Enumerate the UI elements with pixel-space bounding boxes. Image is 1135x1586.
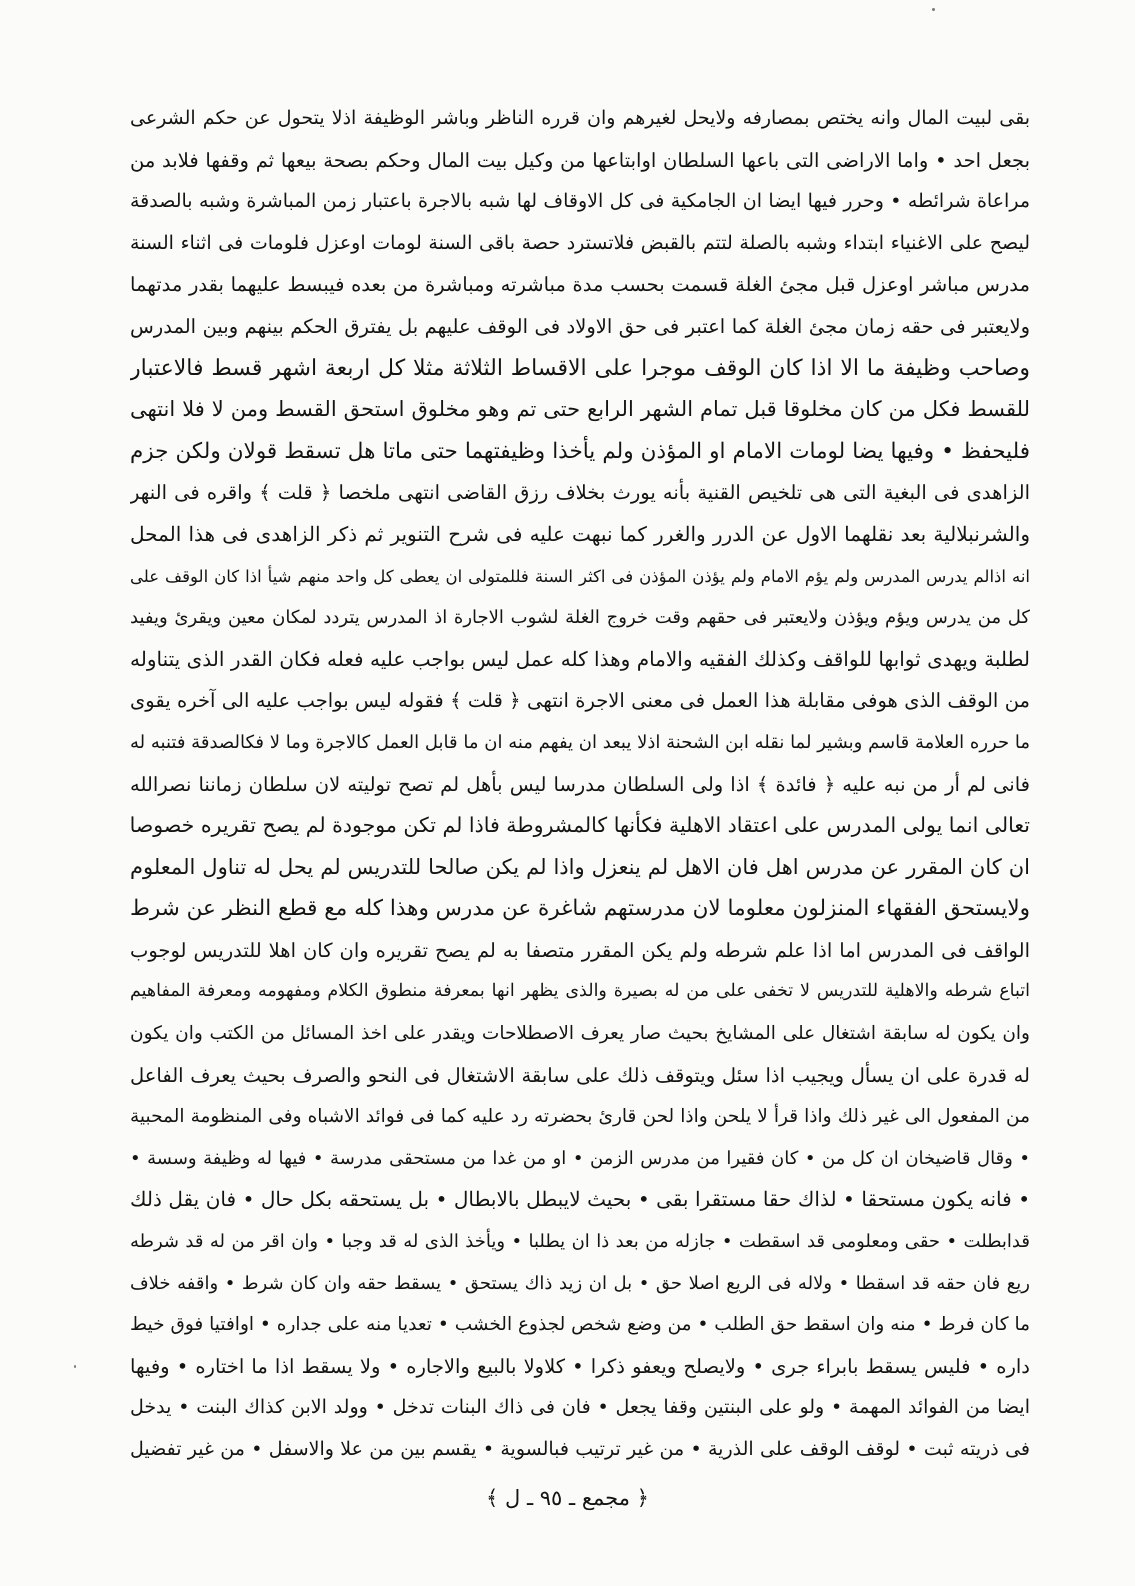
paper-speck bbox=[74, 1365, 76, 1368]
text-line: والشرنبلالية بعد نقلهما الاول عن الدرر والغرر كما نبهت عليه فى شرح التنوير ثم ذكر الزاهدى فى هذا المحل bbox=[130, 521, 1030, 546]
text-line: ولايعتبر فى حقه زمان مجئ الغلة كما اعتبر فى حق الاولاد فى الوقف عليهم بل يفترق الحكم بينهم وبين المدرس bbox=[130, 314, 1030, 338]
text-line: ان كان المقرر عن مدرس اهل فان الاهل لم ينعزل واذا لم يكن صالحا للتدريس لم يحل له تناول المعلوم bbox=[130, 854, 1030, 879]
text-line: فى ذريته ثبت • لوقف الوقف على الذرية • من غير ترتيب فبالسوية • يقسم بين من علا والاسفل • من غير تفضيل bbox=[130, 1438, 1030, 1460]
text-line: للقسط فكل من كان مخلوقا قبل تمام الشهر الرابع حتى تم وهو مخلوق استحق القسط ومن لا فلا انتهى bbox=[130, 397, 1030, 422]
document-body bbox=[130, 98, 1030, 1471]
text-line: فانى لم أر من نبه عليه ﴿ فائدة ﴾ اذا ولى السلطان مدرسا ليس بأهل لم تصح توليته لان سلطان زماننا نصرالله bbox=[130, 772, 1030, 796]
text-line: فليحفظ • وفيها يضا لومات الامام او المؤذن ولم يأخذا وظيفتهما حتى ماتا هل تسقط قولان ولكن جزم bbox=[130, 438, 1030, 464]
text-line: ولايستحق الفقهاء المنزلون معلوما لان مدرستهم شاغرة عن مدرس وهذا كله مع قطع النظر عن شرط bbox=[130, 896, 1030, 922]
text-line: ما حرره العلامة قاسم وبشير لما نقله ابن الشحنة اذلا يبعد ان يفهم منه ان ما قابل العمل كالاجرة وما لا فكالصدقة فتنبه له bbox=[130, 731, 1030, 753]
text-line: له قدرة على ان يسأل ويجيب اذا سئل ويتوقف ذلك على سابقة الاشتغال فى النحو والصرف بحيث يعرف الفاعل bbox=[130, 1063, 1030, 1087]
text-line: • وقال قاضيخان ان كل من • كان فقيرا من مدرس الزمن • او من غدا من مستحقى مدرسة • فيها له وظيفة وسسة • bbox=[130, 1147, 1030, 1169]
text-line: لطلبة ويهدى ثوابها للواقف وكذلك الفقيه والامام وهذا كله عمل ليس بواجب عليه فعله فكان القدر الذى يتناوله bbox=[130, 646, 1030, 671]
text-line: • فانه يكون مستحقا • لذاك حقا مستقرا بقى • بحيث لايبطل بالابطال • بل يستحقه بكل حال • فان يقل ذلك bbox=[130, 1187, 1030, 1212]
text-line: وصاحب وظيفة ما الا اذا كان الوقف موجرا على الاقساط الثلاثة مثلا كل اربعة اشهر قسط فالاعتبار bbox=[130, 355, 1030, 381]
text-line: من الوقف الذى هوفى مقابلة هذا العمل فى معنى الاجرة انتهى ﴿ قلت ﴾ فقوله ليس بواجب عليه الى آخره يقوى bbox=[130, 689, 1030, 713]
page-signature: ﴿ مجمع ـ ٩٥ ـ ل ﴾ bbox=[486, 1486, 649, 1510]
text-line: ليصح على الاغنياء ابتداء وشبه بالصلة لتتم بالقبض فلاتسترد حصة باقى السنة لومات اوعزل فلومات فى اثناء السنة bbox=[130, 231, 1030, 254]
text-line: مراعاة شرائطه • وحرر فيها ايضا ان الجامكية فى كل الاوقاف لها شبه بالاجرة باعتبار زمن المباشرة وشبه بالصدقة bbox=[130, 190, 1030, 213]
paper-speck bbox=[932, 8, 935, 11]
text-line: قدابطلت • حقى ومعلومى قد اسقطت • جازله من بعد ذا ان يطلبا • ويأخذ الذى له قد وجبا • وان اقر من له قد شرطه bbox=[130, 1231, 1030, 1253]
text-line: الواقف فى المدرس اما اذا علم شرطه ولم يكن المقرر متصفا به لم يصح تقريره وان كان اهلا للتدريس لوجوب bbox=[130, 938, 1030, 962]
text-line: ايضا من الفوائد المهمة • ولو على البنتين وقفا يجعل • فان فى ذاك البنات تدخل • وولد الابن كذاك البنت • يدخل bbox=[130, 1396, 1030, 1419]
text-line: مدرس مباشر اوعزل قبل مجئ الغلة قسمت بحسب مدة مباشرته ومباشرة من بعده فيبسط عليهما بقدر مدتهما bbox=[130, 273, 1030, 297]
text-line: داره • فليس يسقط بابراء جرى • ولايصلح ويعفو ذكرا • كلاولا بالبيع والاجاره • ولا يسقط اذا ما اختاره • وفيها bbox=[130, 1354, 1030, 1378]
text-line: بقى لبيت المال وانه يختص بمصارفه ولايحل لغيرهم وان قرره الناظر وباشر الوظيفة اذلا يتحول عن حكم الشرعى bbox=[130, 107, 1030, 129]
text-line: بجعل احد • واما الاراضى التى باعها السلطان اوابتاعها من وكيل بيت المال وحكم بصحة بيعها ثم وقفها فلابد من bbox=[130, 148, 1030, 172]
text-line: كل من يدرس ويؤم ويؤذن ولايعتبر فى حقهم وقت خروج الغلة لشوب الاجارة اذ المدرس يتردد لمكان معين ويقرئ ويفيد bbox=[130, 607, 1030, 629]
text-line: ما كان فرط • منه وان اسقط حق الطلب • من وضع شخص لجذوع الخشب • تعديا منه على جداره • اوافتيا فوق خيط bbox=[130, 1314, 1030, 1336]
text-line: ريع فان حقه قد اسقطا • ولاله فى الريع اصلا حق • بل ان زيد ذاك يستحق • يسقط حقه وان كان شرط • واقفه خلاف bbox=[130, 1272, 1030, 1294]
text-line: اتباع شرطه والاهلية للتدريس لا تخفى على من له بصيرة والذى يظهر انها بمعرفة منطوق الكلام ومفهومه ومعرفة المفاهيم bbox=[130, 981, 1030, 1002]
text-line: وان يكون له سابقة اشتغال على المشايخ بحيث صار يعرف الاصطلاحات ويقدر على اخذ المسائل من الكتب وان يكون bbox=[130, 1023, 1030, 1045]
text-line: انه اذالم يدرس المدرس ولم يؤم الامام ولم يؤذن المؤذن فى اكثر السنة فللمتولى ان يعطى كل واحد منهم شيأ اذا كان الوقف على bbox=[130, 566, 1030, 586]
text-line: تعالى انما يولى المدرس على اعتقاد الاهلية فكأنها كالمشروطة فاذا لم تكن موجودة لم يصح تقريره خصوصا bbox=[130, 813, 1030, 838]
text-line: من المفعول الى غير ذلك واذا قرأ لا يلحن واذا لحن قارئ بحضرته رد عليه كما فى فوائد الاشباه وفى المنظومة المحبية bbox=[130, 1106, 1030, 1128]
text-line: الزاهدى فى البغية التى هى تلخيص القنية بأنه يورث بخلاف رزق القاضى انتهى ملخصا ﴿ قلت ﴾ واقره فى النهر bbox=[130, 481, 1030, 505]
